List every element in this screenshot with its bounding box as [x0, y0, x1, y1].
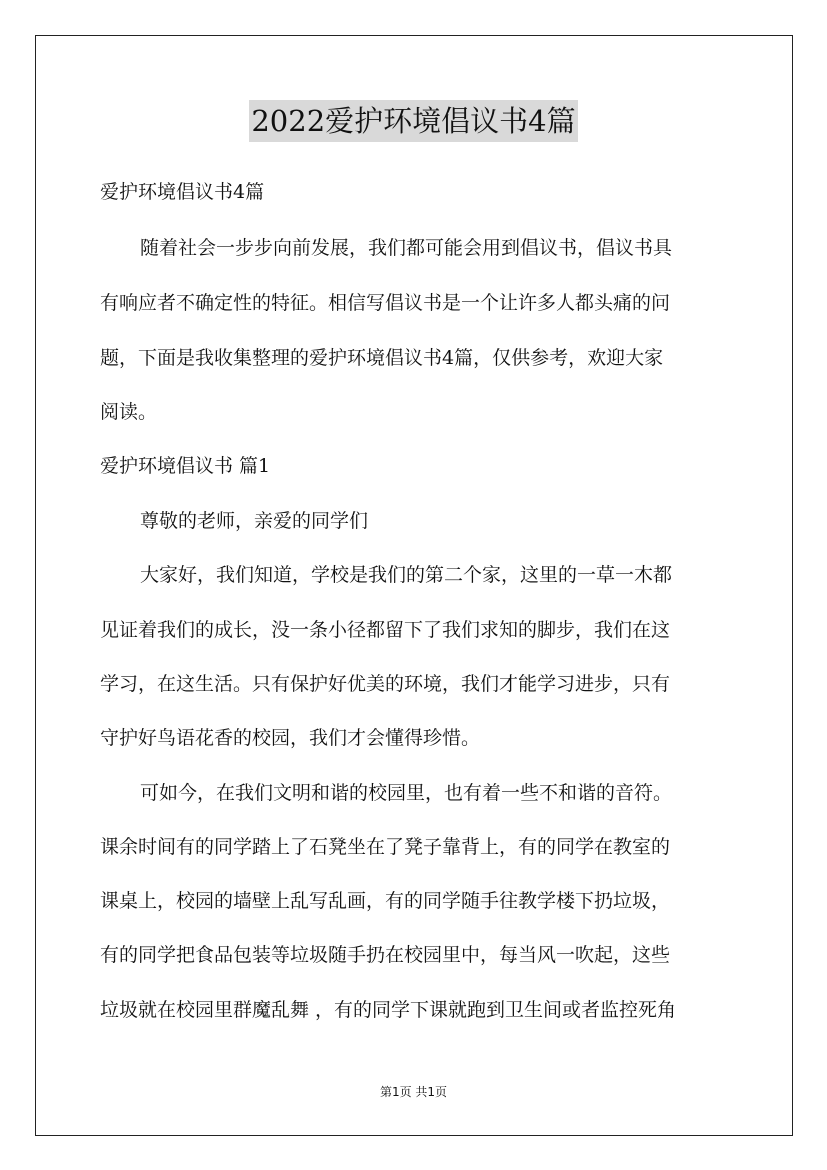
paragraph-line: 学习，在这生活。只有保护好优美的环境，我们才能学习进步，只有 [100, 673, 671, 695]
title-container [0, 100, 827, 142]
paragraph-line: 阅读。 [100, 401, 158, 423]
paragraph-line: 垃圾就在校园里群魔乱舞 ，有的同学下课就跑到卫生间或者监控死角 [100, 999, 677, 1021]
paragraph-line: 守护好鸟语花香的校园，我们才会懂得珍惜。 [100, 727, 481, 749]
section-heading: 爱护环境倡议书 篇1 [100, 455, 271, 477]
paragraph-line: 有响应者不确定性的特征。相信写倡议书是一个让许多人都头痛的问 [100, 292, 671, 314]
paragraph-line: 课余时间有的同学踏上了石凳坐在了凳子靠背上，有的同学在教室的 [100, 836, 671, 858]
paragraph-line: 大家好，我们知道，学校是我们的第二个家，这里的一草一木都 [140, 564, 673, 586]
document-title: 2022爱护环境倡议书4篇 [249, 100, 577, 142]
paragraph-line: 课桌上，校园的墙壁上乱写乱画，有的同学随手往教学楼下扔垃圾， [100, 890, 671, 912]
paragraph-line: 随着社会一步步向前发展，我们都可能会用到倡议书，倡议书具 [140, 237, 673, 259]
subtitle-line: 爱护环境倡议书4篇 [100, 181, 265, 203]
greeting-line: 尊敬的老师，亲爱的同学们 [140, 510, 369, 532]
paragraph-line: 题，下面是我收集整理的爱护环境倡议书4篇，仅供参考，欢迎大家 [100, 347, 664, 369]
paragraph-line: 有的同学把食品包装等垃圾随手扔在校园里中，每当风一吹起，这些 [100, 944, 671, 966]
paragraph-line: 可如今，在我们文明和谐的校园里，也有着一些不和谐的音符。 [140, 782, 673, 804]
paragraph-line: 见证着我们的成长，没一条小径都留下了我们求知的脚步，我们在这 [100, 619, 671, 641]
page-footer: 第1页 共1页 [379, 1085, 448, 1099]
